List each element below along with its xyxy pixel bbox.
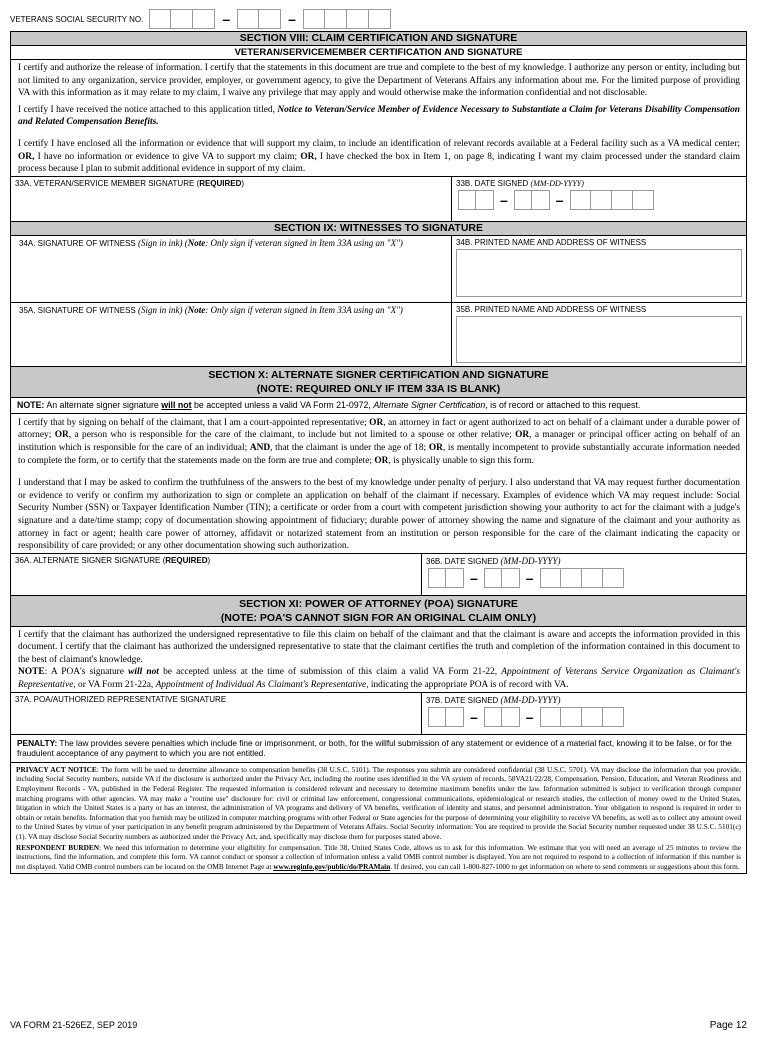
date-input-37b[interactable]: – –: [428, 707, 624, 727]
notice-paragraph: I certify I have received the notice attached to this application titled, Notice to Veteran/Service Member of Evidence Necessary to Substantiate a Claim for Veterans Disability Compensation and Related Compensation Benefits.: [18, 104, 740, 128]
ssn-label: VETERANS SOCIAL SECURITY NO.: [10, 14, 144, 24]
poa-note-paragraph: NOTE: A POA's signature will not be accepted unless at the time of submission of this claim a valid VA Form 21-22, Appointment of Veterans Service Organization as Claimant's Representative, or VA Form 21-22a, Appointment of Individual As Claimant's Representative, indicating the appropriate POA is of record with VA.: [18, 667, 741, 691]
witness-name-input-34b[interactable]: [456, 249, 742, 297]
witness-row-35: [11, 302, 746, 366]
ssn-dash: –: [222, 11, 231, 27]
alternate-signer-signature-field[interactable]: 36A. ALTERNATE SIGNER SIGNATURE (REQUIRED): [15, 555, 211, 565]
form-page: [10, 31, 747, 874]
witness-name-35b: 35B. PRINTED NAME AND ADDRESS OF WITNESS: [451, 303, 746, 366]
page-number: Page 12: [709, 1020, 747, 1031]
section-viii-text: [11, 60, 746, 176]
poa-signature-field[interactable]: 37A. POA/AUTHORIZED REPRESENTATIVE SIGNATURE: [15, 694, 227, 704]
penalty-notice: PENALTY: The law provides severe penalties which include fine or imprisonment, or both, for the willful submission of any statement or evidence of a material fact, knowing it to be false, or for the fraudulent acceptance of any payment to which you are not entitled.: [11, 735, 746, 763]
section-x-text: [11, 414, 746, 553]
poa-certify-paragraph: I certify that the claimant has authorized the undersigned representative to file this claim on behalf of the claimant and that the claimant is aware and accepts the information provided in this document. I certify that the claimant has authorized the undersigned representative to state that the claimant certifies the truth and completion of the information contained in this document to the best of claimant's knowledge.: [18, 629, 740, 665]
date-input-33b[interactable]: – –: [458, 190, 654, 210]
alternate-certify-paragraph: I certify that by signing on behalf of the claimant, that I am a court-appointed representative; OR, an attorney in fact or agent authorized to act on behalf of a claimant under a durable power of attorney; OR, a person who is responsible for the care of the claimant, to include but not limited to a spouse or other relative; OR, a manager or principal officer acting on behalf of an institution which is responsible for the care of an individual; AND, that the claimant is under the age of 18; OR, is mentally incompetent to provide substantially accurate information needed to complete the form, or to certify that the statements made on the form are true and complete; OR, is physically unable to sign this form.: [18, 417, 741, 466]
privacy-act-notice: PRIVACY ACT NOTICE: The form will be used to determine allowance to compensation benefits (38 U.S.C. 5101). The responses you submit are considered confidential (38 U.S.C. 5701). VA may disclose the information that you provide, including Social Security numbers, outside VA if the disclosure is authorized under the Privacy Act, including the routine uses identified in the VA system of records, 58VA21/22/28, Compensation, Pension, Education, and Veteran Readiness and Employment Records - VA, published in the Federal Register. The requested information is considered relevant and necessary to determine maximum benefits under the law. Information submitted is subject to verification through computer matching programs with other agencies. VA may make a "routine use" disclosure for: civil or criminal law enforcement, congressional communications, epidemiological or research studies, the collection of money owed to the United States, litigation in which the United States is a party or has an interest, the administration of VA programs and delivery of VA benefits, verification of identity and status, and personnel administration. Your obligation to respond is required in order to obtain or retain benefits. Information that you furnish may be utilized in computer matching programs with other Federal or State agencies for the purpose of determining your eligibility to receive VA benefits, as well as to collect any amount owed to the United States by virtue of your participation in any benefit program administered by the Department of Veterans Affairs. Social Security information: You are required to provide the Social Security number requested under 38 U.S.C. 5101(c)(1). VA may disclose Social Security numbers as authorized under the Privacy Act, and, specifically may disclose them for purposes stated above.: [16, 764, 741, 841]
section-xi-text: [11, 627, 746, 692]
alternate-signer-note: NOTE: An alternate signer signature will not be accepted unless a valid VA Form 21-0972, Alternate Signer Certification, is of record or attached to this request.: [11, 398, 746, 414]
evidence-paragraph: I certify I have enclosed all the information or evidence that will support my claim, to include an identification of relevant records available at a Federal facility such as a VA medical center; OR, I have no information or evidence to give VA to support my claim; OR, I have checked the box in Item 1, on page 8, indicating I want my claim processed under the standard claim process because I plan to submit additional evidence in support of my claim.: [18, 138, 740, 175]
privacy-burden-notice: [11, 763, 746, 874]
form-number: VA FORM 21-526EZ, SEP 2019: [10, 1020, 138, 1030]
veteran-signature-field[interactable]: 33A. VETERAN/SERVICE MEMBER SIGNATURE (REQUIRED): [15, 178, 245, 188]
date-input-36b[interactable]: – –: [428, 568, 624, 588]
witness-signature-35a[interactable]: 35A. SIGNATURE OF WITNESS (Sign in ink) (Note: Only sign if veteran signed in Item 33A using an "X"): [19, 304, 403, 315]
witness-name-34b: 34B. PRINTED NAME AND ADDRESS OF WITNESS: [451, 236, 746, 302]
section-viii-subtitle: VETERAN/SERVICEMEMBER CERTIFICATION AND SIGNATURE: [11, 46, 746, 60]
omb-link[interactable]: www.reginfo.gov/public/do/PRAMain: [273, 861, 391, 871]
alternate-understand-paragraph: I understand that I may be asked to confirm the truthfulness of the answers to the best of my knowledge under penalty of perjury. I also understand that VA may request further documentation or evidence to verify or confirm my authorization to sign or complete an application on behalf of the claimant if necessary. Examples of evidence which VA may request include: Social Security Number (SSN) or Taxpayer Identification Number (TIN); a certificate or order from a court with competent jurisdiction showing your authority to act for the claimant with a judge's signature and a date/time stamp; copy of documentation showing appointment of fiduciary; durable power of attorney showing the name and signature of the claimant and your authority as attorney in fact or agent; health care power of attorney, affidavit or notarized statement from an institution or person responsible for the care of the claimant indicating the capacity or responsibility of care provided; or any other documentation showing such authorization.: [18, 478, 740, 552]
page-footer: [10, 1020, 747, 1031]
ssn-row: [10, 9, 391, 29]
ssn-part3[interactable]: [303, 9, 391, 29]
date-signed-33b: 33B. DATE SIGNED (MM-DD-YYYY) – –: [451, 177, 746, 221]
signature-row-37: [11, 692, 746, 734]
ssn-part1[interactable]: [149, 9, 215, 29]
ssn-part2[interactable]: [237, 9, 281, 29]
section-xi: [11, 596, 746, 735]
respondent-burden: RESPONDENT BURDEN: We need this information to determine your eligibility for compensation. Title 38, United States Code, allows us to ask for this information. We estimate that you will need an average of 25 minutes to review the instructions, find the information, and complete this form. VA cannot conduct or sponsor a collection of information unless a valid OMB control number is displayed. You are not required to respond to a collection of information if this number is not displayed. Valid OMB control numbers can be located on the OMB Internet Page at www.reginfo.gov/public/do/PRAMain. If desired, you can call 1-800-827-1000 to get information on where to send comments or suggestions about this form.: [16, 842, 742, 871]
ssn-dash: –: [288, 11, 296, 27]
date-signed-37b: 37B. DATE SIGNED (MM-DD-YYYY) – –: [421, 693, 746, 734]
section-ix: [11, 222, 746, 367]
section-viii: [11, 32, 746, 222]
witness-row-34: [11, 236, 746, 302]
section-viii-title: SECTION VIII: CLAIM CERTIFICATION AND SIGNATURE: [11, 32, 746, 46]
signature-row-36: [11, 553, 746, 595]
section-x-title: SECTION X: ALTERNATE SIGNER CERTIFICATION AND SIGNATURE (NOTE: REQUIRED ONLY IF ITEM 33A IS BLANK): [11, 367, 746, 398]
witness-name-input-35b[interactable]: [456, 316, 742, 363]
section-xi-title: SECTION XI: POWER OF ATTORNEY (POA) SIGNATURE (NOTE: POA'S CANNOT SIGN FOR AN ORIGINAL CLAIM ONLY): [11, 596, 746, 627]
witness-signature-34a[interactable]: 34A. SIGNATURE OF WITNESS (Sign in ink) (Note: Only sign if veteran signed in Item 33A using an "X"): [19, 237, 403, 248]
signature-row-33: [11, 176, 746, 221]
certify-release-paragraph: I certify and authorize the release of information. I certify that the statements in this document are true and complete to the best of my knowledge. I authorize any person or entity, including but not limited to any organization, service provider, employer, or government agency, to give the Department of Veterans Affairs any information about me. For the limited purpose of providing VA with this information as it may relate to my claim, I waive any privilege that may apply and would otherwise make the information confidential and not disclosable.: [18, 63, 740, 99]
section-ix-title: SECTION IX: WITNESSES TO SIGNATURE: [11, 222, 746, 236]
section-x: [11, 367, 746, 596]
date-signed-36b: 36B. DATE SIGNED (MM-DD-YYYY) – –: [421, 554, 746, 595]
